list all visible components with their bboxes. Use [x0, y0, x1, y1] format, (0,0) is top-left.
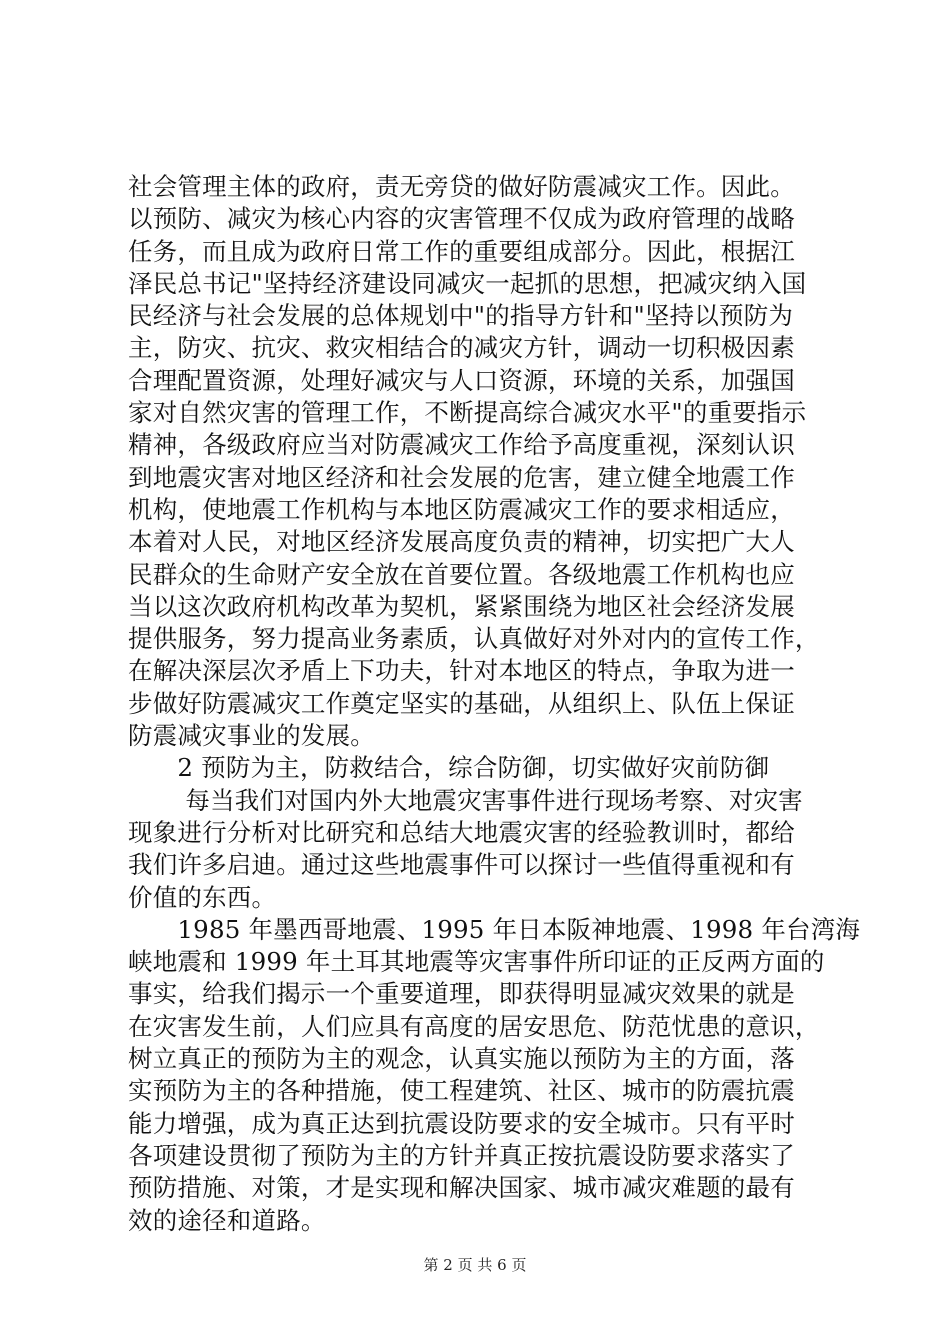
text-line: 每当我们对国内外大地震灾害事件进行现场考察、对灾害 — [128, 785, 803, 815]
text-line: 当以这次政府机构改革为契机，紧紧围绕为地区社会经济发展 — [128, 591, 795, 621]
text-line: 在解决深层次矛盾上下功夫，针对本地区的特点，争取为进一 — [128, 656, 795, 686]
text-line: 精神，各级政府应当对防震减灾工作给予高度重视，深刻认识 — [128, 430, 795, 460]
text-line: 社会管理主体的政府，责无旁贷的做好防震减灾工作。因此。 — [128, 172, 795, 201]
page-number: 第 2 页 共 6 页 — [423, 1256, 527, 1274]
text-line: 效的途径和道路。 — [128, 1205, 326, 1235]
text-line: 实预防为主的各种措施，使工程建筑、社区、城市的防震抗震 — [128, 1076, 795, 1106]
text-line: 任务，而且成为政府日常工作的重要组成部分。因此，根据江 — [128, 236, 795, 266]
text-line: 事实，给我们揭示一个重要道理，即获得明显减灾效果的就是 — [128, 979, 795, 1009]
body-text — [128, 171, 861, 1237]
text-line: 主，防灾、抗灾、救灾相结合的减灾方针，调动一切积极因素 — [128, 333, 795, 363]
text-line: 到地震灾害对地区经济和社会发展的危害，建立健全地震工作 — [128, 462, 795, 492]
text-line: 提供服务，努力提高业务素质，认真做好对外对内的宣传工作， — [128, 624, 820, 654]
text-line: 我们许多启迪。通过这些地震事件可以探讨一些值得重视和有 — [128, 850, 795, 880]
text-line: 价值的东西。 — [128, 882, 277, 912]
text-line: 各项建设贯彻了预防为主的方针并真正按抗震设防要求落实了 — [128, 1140, 795, 1170]
text-line: 能力增强，成为真正达到抗震设防要求的安全城市。只有平时 — [128, 1108, 795, 1138]
text-line: 树立真正的预防为主的观念，认真实施以预防为主的方面，落 — [128, 1044, 795, 1074]
text-line: 防震减灾事业的发展。 — [128, 721, 375, 751]
text-line: 步做好防震减灾工作奠定坚实的基础，从组织上、队伍上保证 — [128, 688, 795, 718]
text-line: 1985 年墨西哥地震、1995 年日本阪神地震、1998 年台湾海 — [128, 914, 861, 944]
section-heading: 2 预防为主，防救结合，综合防御，切实做好灾前防御 — [128, 753, 770, 783]
text-line: 本着对人民，对地区经济发展高度负责的精神，切实把广大人 — [128, 527, 795, 557]
text-line: 现象进行分析对比研究和总结大地震灾害的经验教训时，都给 — [128, 817, 795, 847]
text-line: 家对自然灾害的管理工作，不断提高综合减灾水平"的重要指示 — [128, 398, 807, 428]
text-line: 合理配置资源，处理好减灾与人口资源，环境的关系，加强国 — [128, 365, 795, 395]
text-line: 以预防、减灾为核心内容的灾害管理不仅成为政府管理的战略 — [128, 204, 795, 234]
text-line: 在灾害发生前，人们应具有高度的居安思危、防范忧患的意识， — [128, 1011, 820, 1041]
text-line: 机构，使地震工作机构与本地区防震减灾工作的要求相适应， — [128, 494, 795, 524]
page-footer — [0, 1254, 950, 1275]
text-line: 泽民总书记"坚持经济建设同减灾一起抓的思想，把减灾纳入国 — [128, 268, 807, 298]
text-line: 峡地震和 1999 年土耳其地震等灾害事件所印证的正反两方面的 — [128, 947, 825, 977]
text-line: 民经济与社会发展的总体规划中"的指导方针和"坚持以预防为 — [128, 301, 794, 331]
text-line: 民群众的生命财产安全放在首要位置。各级地震工作机构也应 — [128, 559, 795, 589]
text-line: 预防措施、对策，才是实现和解决国家、城市减灾难题的最有 — [128, 1173, 795, 1203]
